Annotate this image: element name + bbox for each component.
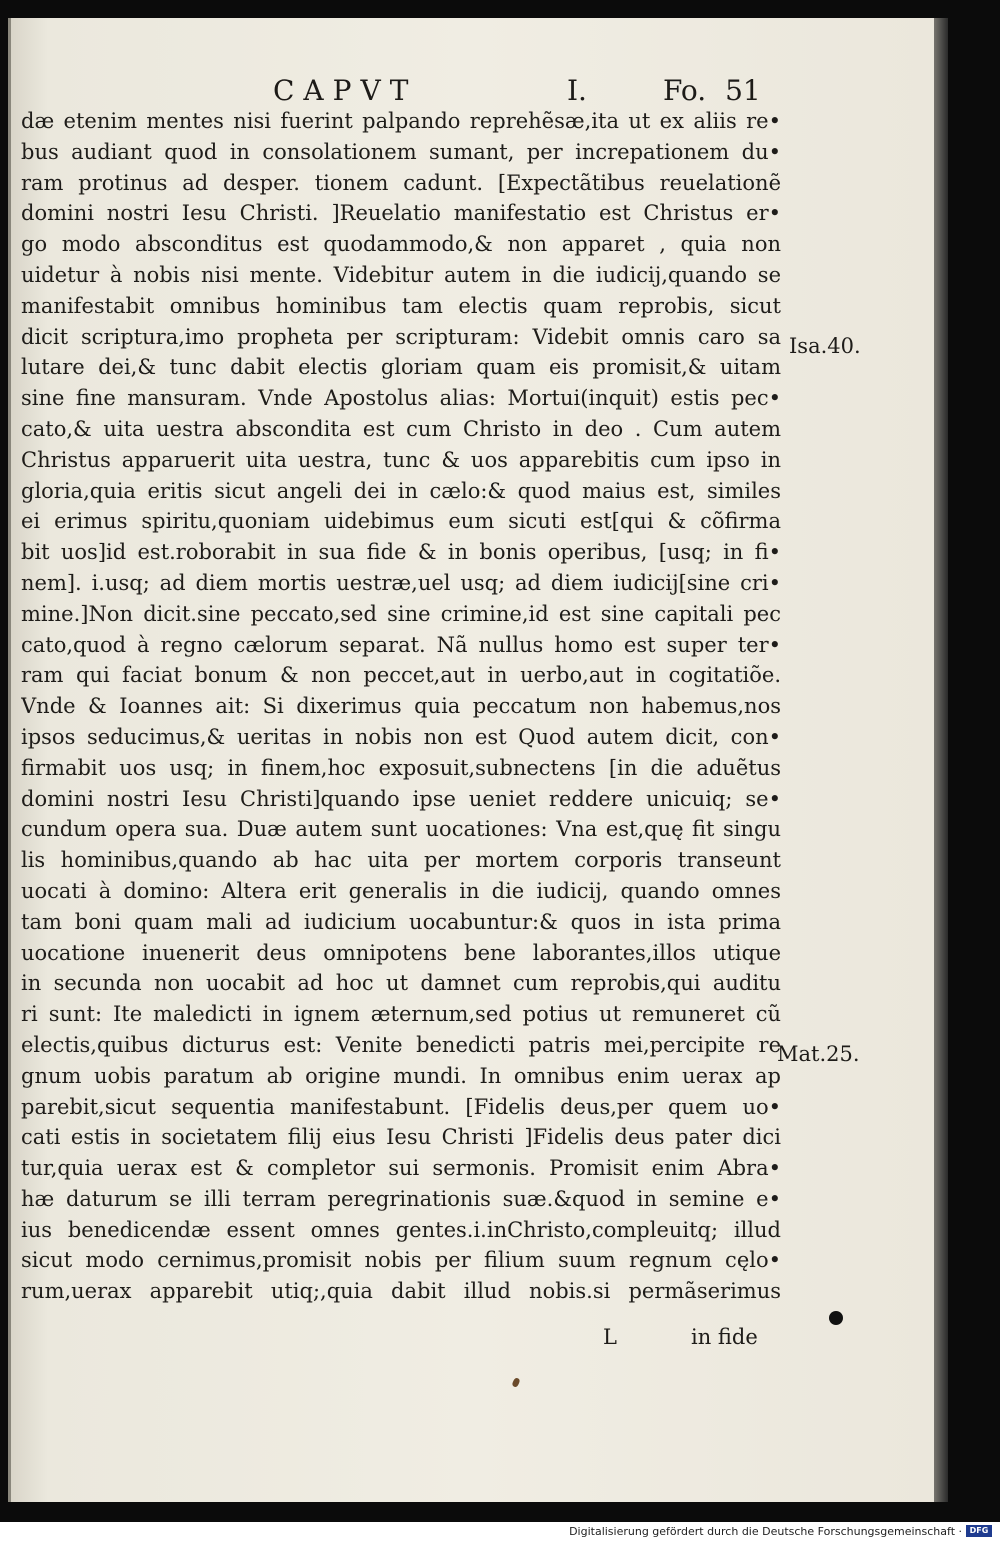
text-line: dicit scriptura,imo propheta per scripturam: Videbit omnis caro sa (21, 324, 781, 349)
text-line: tam boni quam mali ad iudicium uocabuntur:& quos in ista prima (21, 909, 781, 934)
text-line: sicut modo cernimus,promisit nobis per filium suum regnum cęlo• (21, 1248, 781, 1273)
text-line: in secunda non uocabit ad hoc ut damnet cum reprobis,qui auditu (21, 971, 781, 996)
text-line: Vnde & Ioannes ait: Si dixerimus quia peccatum non habemus,nos (21, 694, 781, 719)
text-line: cundum opera sua. Duæ autem sunt uocationes: Vna est,quę fit singu (21, 817, 781, 842)
margin-note-matthew: Mat.25. (777, 1042, 860, 1066)
text-line: ram qui faciat bonum & non peccet,aut in uerbo,aut in cogitatiõe. (21, 663, 781, 688)
signature-mark: L (603, 1325, 617, 1349)
text-line: go modo absconditus est quodammodo,& non apparet , quia non (21, 232, 781, 257)
text-line: ri sunt: Ite maledicti in ignem æternum,sed potius ut remuneret cũ (21, 1002, 781, 1027)
text-line: rum,uerax apparebit utiq;,quia dabit illud nobis.si permãserimus (21, 1279, 781, 1304)
text-line: bus audiant quod in consolationem sumant, per increpationem du• (21, 139, 781, 164)
text-line: parebit,sicut sequentia manifestabunt. [Fidelis deus,per quem uo• (21, 1094, 781, 1119)
text-line: manifestabit omnibus hominibus tam electis quam reprobis, sicut (21, 293, 781, 318)
main-text-block (21, 106, 781, 1307)
text-line: ei erimus spiritu,quoniam uidebimus eum sicuti est[qui & cõfirma (21, 509, 781, 534)
dfg-logo: DFG (966, 1525, 992, 1537)
text-line: cati estis in societatem filij eius Iesu Christi ]Fidelis deus pater dici (21, 1125, 781, 1150)
text-line: tur,quia uerax est & completor sui sermonis. Promisit enim Abra• (21, 1156, 781, 1181)
text-line: nem]. i.usq; ad diem mortis uestræ,uel usq; ad diem iudicij[sine cri• (21, 570, 781, 595)
catchword: in fide (691, 1325, 758, 1349)
text-line: domini nostri Iesu Christi. ]Reuelatio manifestatio est Christus er• (21, 201, 781, 226)
text-line: electis,quibus dicturus est: Venite benedicti patris mei,percipite re (21, 1032, 781, 1057)
text-line: cato,& uita uestra abscondita est cum Christo in deo . Cum autem (21, 416, 781, 441)
ink-blot (829, 1311, 843, 1325)
header-folio: Fo. 51 (663, 74, 761, 107)
text-line: mine.]Non dicit.sine peccato,sed sine crimine,id est sine capitali pec (21, 601, 781, 626)
text-line: ius benedicendæ essent omnes gentes.i.inChristo,compleuitq; illud (21, 1217, 781, 1242)
book-page (8, 18, 934, 1502)
text-line: bit uos]id est.roborabit in sua fide & in bonis operibus, [usq; in fi• (21, 540, 781, 565)
funding-credit: Digitalisierung gefördert durch die Deutsche Forschungsgemeinschaft · (569, 1525, 962, 1538)
text-line: domini nostri Iesu Christi]quando ipse ueniet reddere unicuiq; se• (21, 786, 781, 811)
text-line: gnum uobis paratum ab origine mundi. In omnibus enim uerax ap (21, 1063, 781, 1088)
text-line: gloria,quia eritis sicut angeli dei in cælo:& quod maius est, similes (21, 478, 781, 503)
digitization-footer (0, 1522, 1000, 1541)
text-line: uidetur à nobis nisi mente. Videbitur autem in die iudicij,quando se (21, 262, 781, 287)
text-line: lutare dei,& tunc dabit electis gloriam quam eis promisit,& uitam (21, 355, 781, 380)
text-line: cato,quod à regno cælorum separat. Nã nullus homo est super ter• (21, 632, 781, 657)
text-line: ipsos seducimus,& ueritas in nobis non est Quod autem dicit, con• (21, 724, 781, 749)
header-chapter-number: I. (567, 74, 587, 107)
text-line: dæ etenim mentes nisi fuerint palpando reprehẽsæ,ita ut ex aliis re• (21, 109, 781, 133)
header-caput: CAPVT (273, 74, 418, 107)
margin-note-isaiah: Isa.40. (789, 334, 861, 358)
text-line: firmabit uos usq; in finem,hoc exposuit,subnectens [in die aduẽtus (21, 755, 781, 780)
text-line: uocati à domino: Altera erit generalis in die iudicij, quando omnes (21, 878, 781, 903)
paper-stain (511, 1377, 520, 1388)
text-line: ram protinus ad desper. tionem cadunt. [Expectãtibus reuelationẽ (21, 170, 781, 195)
text-line: lis hominibus,quando ab hac uita per mortem corporis transeunt (21, 848, 781, 873)
text-line: Christus apparuerit uita uestra, tunc & uos apparebitis cum ipso in (21, 447, 781, 472)
text-line: sine fine mansuram. Vnde Apostolus alias: Mortui(inquit) estis pec• (21, 386, 781, 411)
text-line: uocatione inuenerit deus omnipotens bene laborantes,illos utique (21, 940, 781, 965)
text-line: hæ daturum se illi terram peregrinationis suæ.&quod in semine e• (21, 1186, 781, 1211)
